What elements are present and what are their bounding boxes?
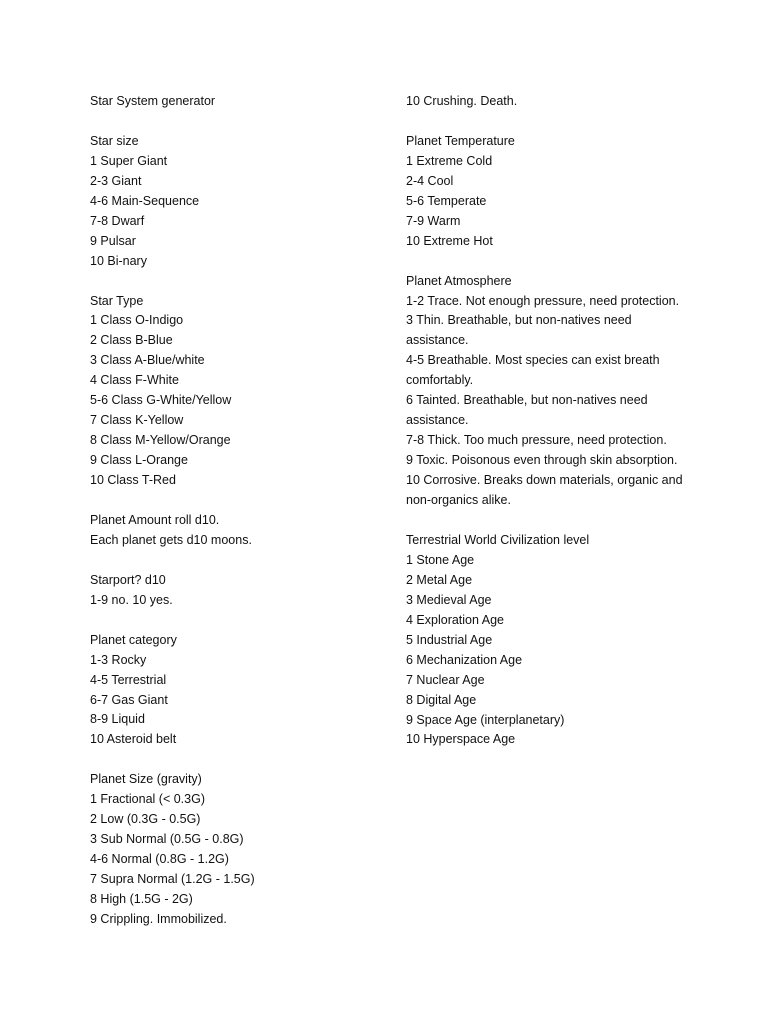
list-item: 6-7 Gas Giant (90, 692, 168, 707)
section-heading: Planet Size (gravity) (90, 772, 202, 787)
list-item: 3 Sub Normal (0.5G - 0.8G) (90, 832, 244, 847)
list-item: 1 Extreme Cold (406, 153, 493, 168)
list-item: 4 Exploration Age (406, 612, 504, 627)
list-item: 2 Class B-Blue (90, 333, 173, 348)
list-item: 2 Low (0.3G - 0.5G) (90, 812, 201, 827)
list-item: 7 Supra Normal (1.2G - 1.5G) (90, 872, 255, 887)
list-item: 7-9 Warm (406, 213, 461, 228)
list-item: 6 Tainted. Breathable, but non-natives need assistance. (406, 393, 648, 428)
planet-amount-section (90, 511, 390, 551)
planet-size-section (90, 770, 390, 930)
list-item: Each planet gets d10 moons. (90, 532, 252, 547)
spacer (90, 551, 390, 571)
list-item: 10 Hyperspace Age (406, 732, 516, 747)
list-item: 1 Class O-Indigo (90, 313, 184, 328)
planet-atmosphere-section (406, 272, 686, 511)
list-item: 8-9 Liquid (90, 712, 145, 727)
list-item: 5 Industrial Age (406, 632, 493, 647)
list-item: 10 Crushing. Death. (406, 94, 518, 108)
spacer (406, 511, 686, 531)
spacer (406, 112, 686, 132)
section-heading: Starport? d10 (90, 572, 166, 587)
spacer (90, 750, 390, 770)
list-item: 3 Class A-Blue/white (90, 353, 205, 368)
list-item: 8 Digital Age (406, 692, 477, 707)
right-column (406, 92, 686, 750)
star-type-section (90, 292, 390, 492)
planet-category-section (90, 631, 390, 751)
list-item: 3 Medieval Age (406, 592, 492, 607)
section-heading: Star Type (90, 293, 144, 308)
list-item: 9 Pulsar (90, 233, 136, 248)
list-item: 1-9 no. 10 yes. (90, 592, 173, 607)
list-item: 1 Super Giant (90, 153, 168, 168)
list-item: 7-8 Dwarf (90, 213, 145, 228)
list-item: 10 Bi-nary (90, 253, 147, 268)
section-heading: Planet category (90, 632, 177, 647)
star-size-section (90, 132, 390, 272)
list-item: 7-8 Thick. Too much pressure, need protection. (406, 433, 667, 448)
list-item: 4-5 Terrestrial (90, 672, 167, 687)
list-item: 8 Class M-Yellow/Orange (90, 433, 231, 448)
list-item: 5-6 Class G-White/Yellow (90, 393, 232, 408)
spacer (90, 112, 390, 132)
list-item: 1 Fractional (< 0.3G) (90, 792, 205, 807)
civilization-level-section (406, 531, 686, 750)
list-item: 4-5 Breathable. Most species can exist breath comfortably. (406, 353, 660, 388)
list-item: 2-4 Cool (406, 173, 454, 188)
list-item: 3 Thin. Breathable, but non-natives need assistance. (406, 313, 632, 348)
list-item: 7 Class K-Yellow (90, 413, 184, 428)
list-item: 1-2 Trace. Not enough pressure, need protection. (406, 293, 680, 308)
list-item: 4-6 Main-Sequence (90, 193, 200, 208)
list-item: 10 Class T-Red (90, 473, 176, 488)
list-item: 9 Crippling. Immobilized. (90, 911, 227, 926)
list-item: 6 Mechanization Age (406, 652, 523, 667)
list-item: 1 Stone Age (406, 552, 475, 567)
left-column (90, 92, 390, 930)
list-item: 7 Nuclear Age (406, 672, 485, 687)
list-item: 9 Class L-Orange (90, 453, 188, 468)
list-item: 10 Extreme Hot (406, 233, 493, 248)
section-heading: Planet Temperature (406, 133, 515, 148)
section-heading: Terrestrial World Civilization level (406, 532, 590, 547)
list-item: 10 Asteroid belt (90, 732, 177, 747)
planet-temperature-section (406, 132, 686, 252)
spacer (90, 491, 390, 511)
list-item: 8 High (1.5G - 2G) (90, 892, 193, 907)
list-item: 2-3 Giant (90, 173, 142, 188)
section-heading: Planet Atmosphere (406, 273, 512, 288)
list-item: 9 Toxic. Poisonous even through skin absorption. (406, 453, 678, 468)
spacer (90, 272, 390, 292)
list-item: 5-6 Temperate (406, 193, 487, 208)
spacer (406, 252, 686, 272)
starport-section (90, 571, 390, 611)
document-title: Star System generator (90, 94, 216, 108)
section-heading: Planet Amount roll d10. (90, 512, 220, 527)
list-item: 1-3 Rocky (90, 652, 147, 667)
list-item: 4-6 Normal (0.8G - 1.2G) (90, 852, 229, 867)
section-heading: Star size (90, 133, 139, 148)
list-item: 10 Corrosive. Breaks down materials, organic and non-organics alike. (406, 473, 683, 508)
list-item: 2 Metal Age (406, 572, 473, 587)
list-item: 4 Class F-White (90, 373, 179, 388)
spacer (90, 611, 390, 631)
list-item: 9 Space Age (interplanetary) (406, 712, 565, 727)
